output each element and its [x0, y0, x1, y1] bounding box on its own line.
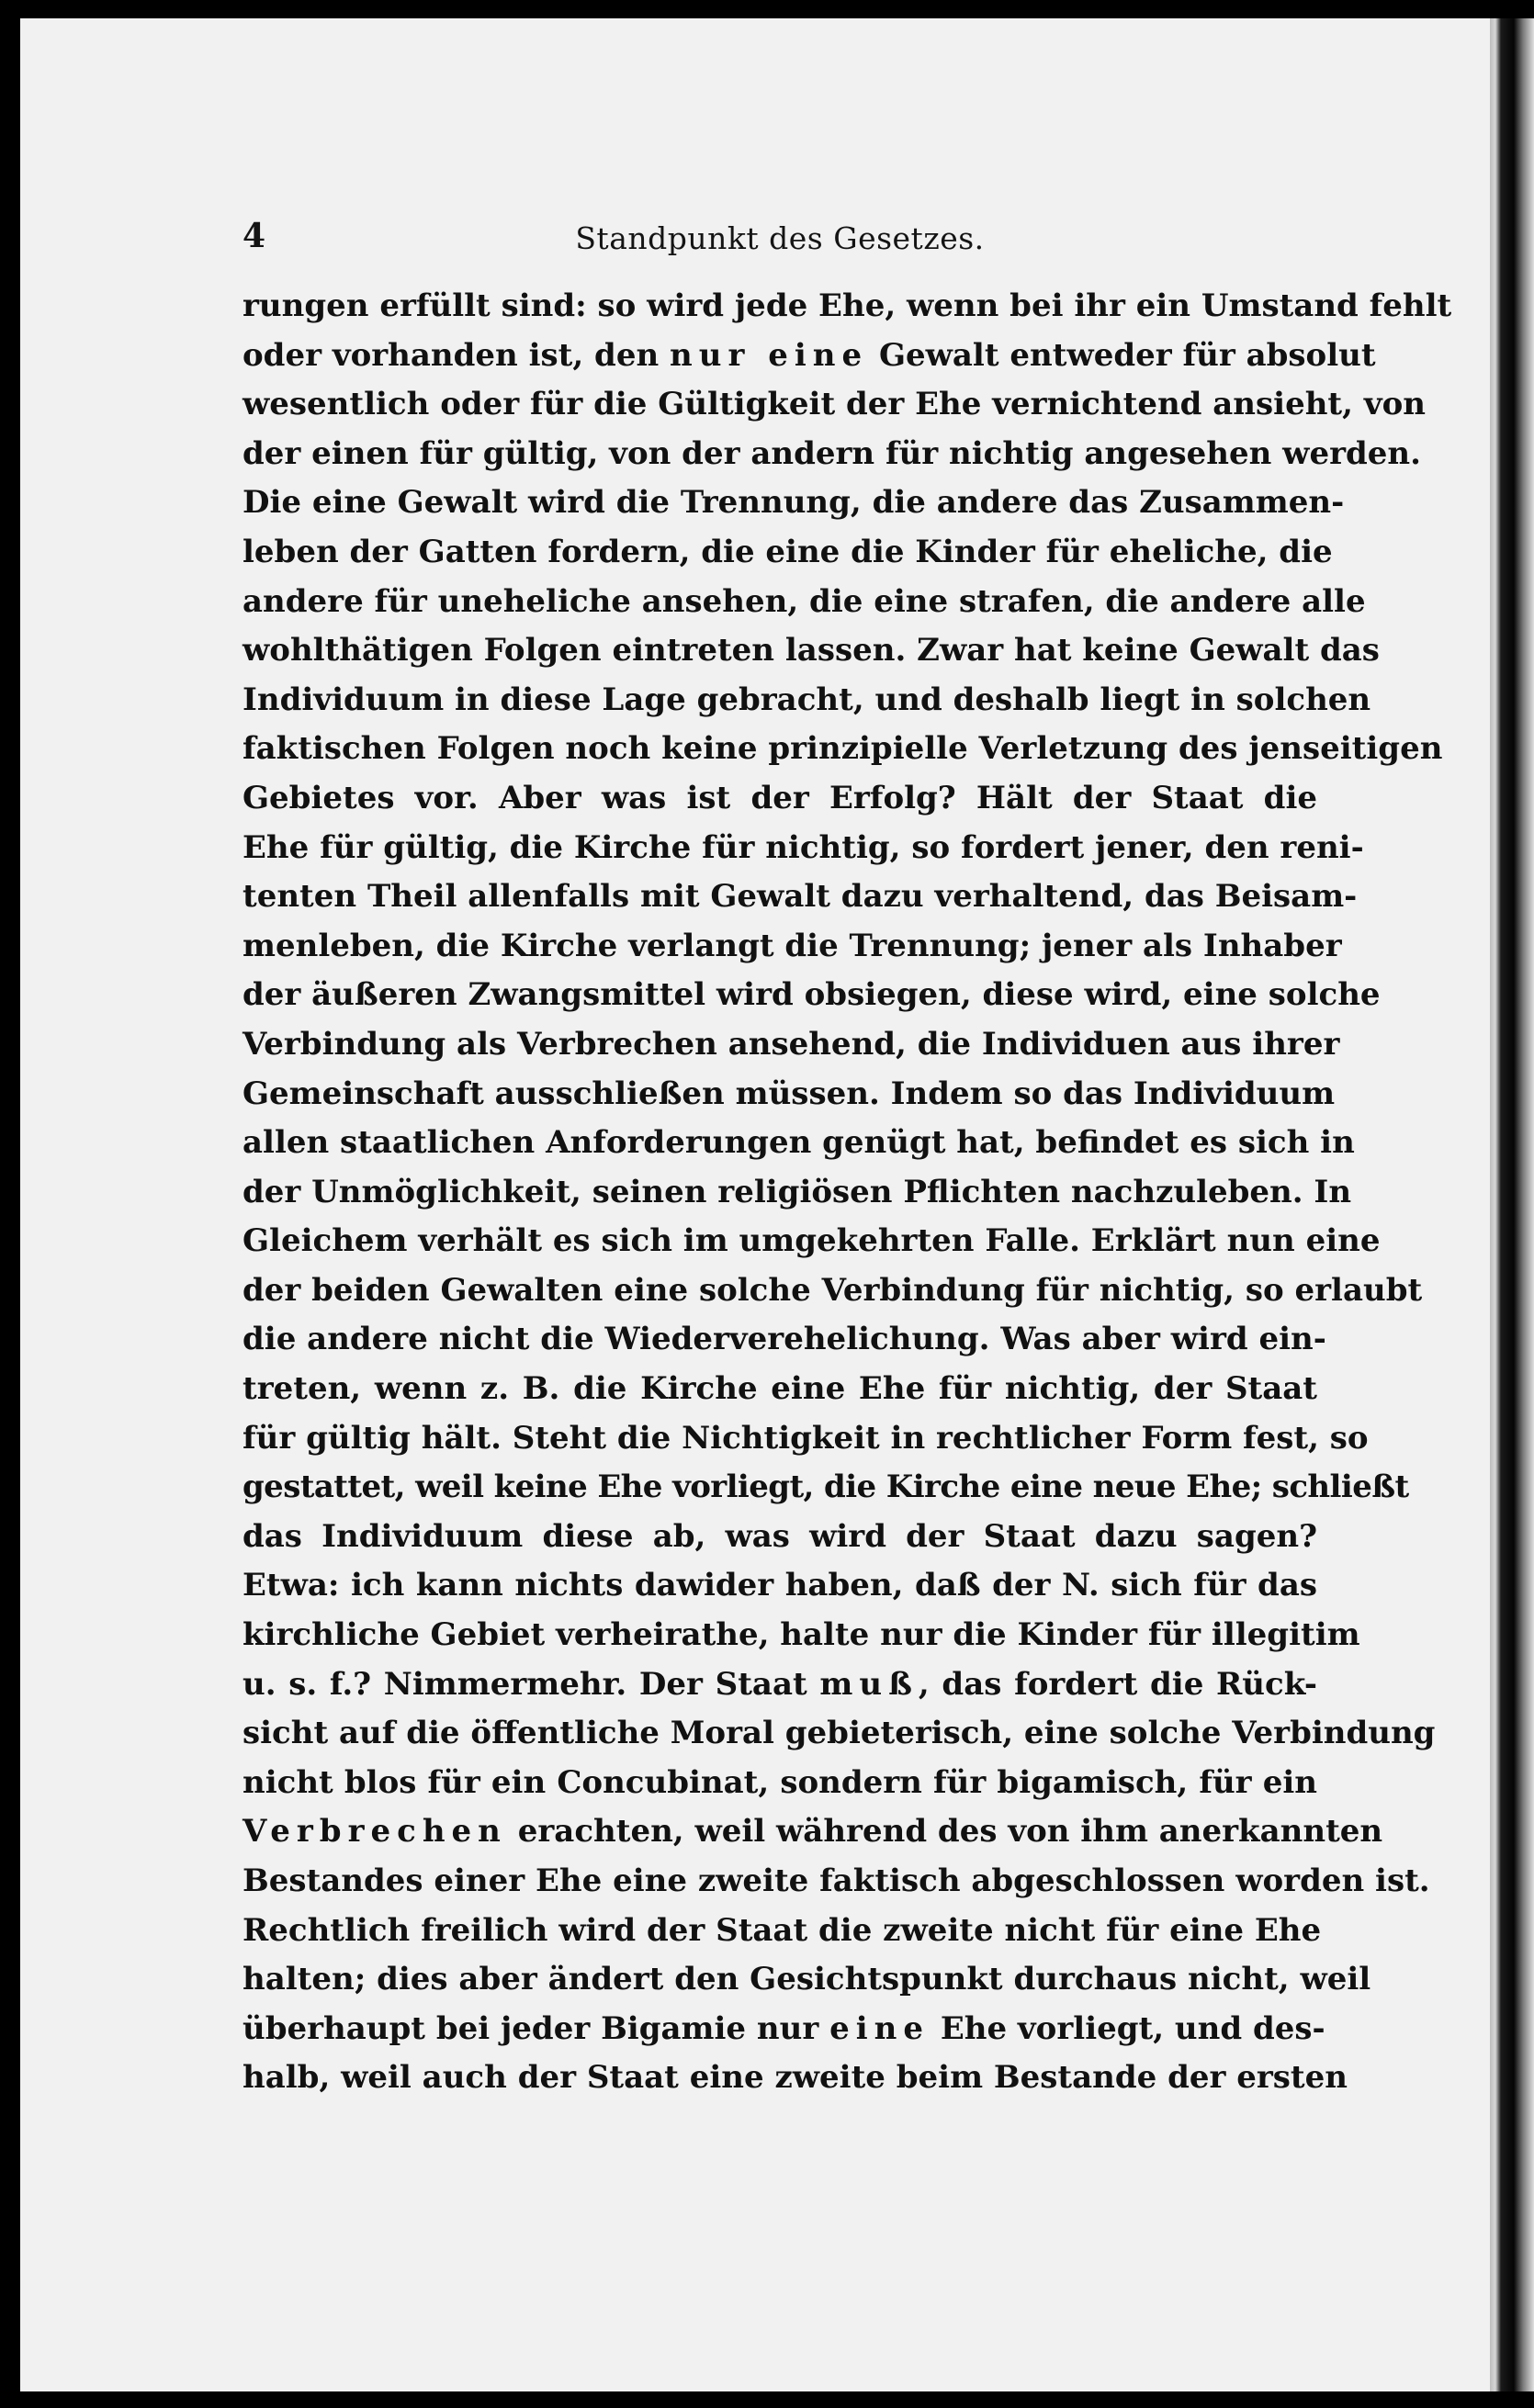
- text-segment: wesentlich oder für die Gültigkeit der Ehe vernichtend ansieht, von: [243, 386, 1426, 423]
- text-line: [243, 2005, 1325, 2054]
- text-line: [243, 676, 1371, 726]
- text-segment: Gemeinschaft ausschließen müssen. Indem so das Individuum: [243, 1075, 1336, 1112]
- text-segment: halten; dies aber ändert den Gesichtspunkt durchaus nicht, weil: [243, 1961, 1371, 1998]
- text-segment: nicht blos für ein Concubinat, sondern für bigamisch, für ein: [243, 1763, 1317, 1801]
- text-segment: tenten Theil allenfalls mit Gewalt dazu verhaltend, das Beisam-: [243, 878, 1358, 916]
- text-segment: wohlthätigen Folgen eintreten lassen. Zwar hat keine Gewalt das: [243, 632, 1380, 670]
- text-segment: gestattet, weil keine Ehe vorliegt, die Kirche eine neue Ehe; schließt: [243, 1468, 1409, 1506]
- text-line: [243, 1463, 1409, 1513]
- text-line: [243, 1759, 1317, 1808]
- text-line: [243, 1168, 1352, 1218]
- text-segment: , das fordert die Rück-: [918, 1665, 1317, 1703]
- text-segment: andere für uneheliche ansehen, die eine strafen, die andere alle: [243, 582, 1366, 620]
- text-segment: der äußeren Zwangsmittel wird obsiegen, diese wird, eine solche: [243, 976, 1381, 1014]
- text-line: [243, 1807, 1383, 1857]
- text-segment: Verbindung als Verbrechen ansehend, die Individuen aus ihrer: [243, 1025, 1340, 1063]
- text-segment: der einen für gültig, von der andern für nichtig angesehen werden.: [243, 434, 1421, 472]
- text-line: [243, 774, 1317, 824]
- text-segment: sicht auf die öffentliche Moral gebieterisch, eine solche Verbindung: [243, 1715, 1436, 1752]
- page-number: 4: [243, 217, 266, 255]
- text-line: [243, 1365, 1317, 1414]
- text-line: [243, 1561, 1317, 1611]
- text-segment: Bestandes einer Ehe eine zweite faktisch abgeschlossen worden ist.: [243, 1862, 1430, 1899]
- text-segment: allen staatlichen Anforderungen genügt hat, befindet es sich in: [243, 1124, 1355, 1162]
- text-line: [243, 1266, 1423, 1316]
- text-segment: u. s. f.? Nimmermehr. Der Staat: [243, 1665, 820, 1703]
- emphasized-text: eine: [829, 2009, 930, 2047]
- text-segment: Rechtlich freilich wird der Staat die zweite nicht für eine Ehe: [243, 1911, 1322, 1949]
- text-line: [243, 1857, 1430, 1907]
- text-segment: rungen erfüllt sind: so wird jede Ehe, wenn bei ihr ein Umstand fehlt: [243, 287, 1452, 324]
- text-segment: leben der Gatten fordern, die eine die Kinder für eheliche, die: [243, 533, 1333, 570]
- text-line: [243, 578, 1366, 627]
- book-spine-edge: [1490, 18, 1534, 2391]
- text-line: [243, 380, 1426, 430]
- text-segment: Individuum in diese Lage gebracht, und deshalb liegt in solchen: [243, 681, 1371, 718]
- text-line: [243, 922, 1342, 972]
- text-segment: faktischen Folgen noch keine prinzipielle Verletzung des jenseitigen: [243, 730, 1443, 768]
- text-line: [243, 872, 1358, 922]
- text-line: [243, 1611, 1360, 1660]
- text-segment: Gebietes vor. Aber was ist der Erfolg? Hält der Staat die: [243, 779, 1317, 816]
- page-header: [243, 211, 1317, 266]
- text-segment: halb, weil auch der Staat eine zweite beim Bestande der ersten: [243, 2059, 1348, 2097]
- text-segment: Gewalt entweder für absolut: [868, 336, 1376, 374]
- text-segment: der beiden Gewalten eine solche Verbindung für nichtig, so erlaubt: [243, 1271, 1423, 1309]
- emphasized-text: Verbrechen: [243, 1813, 507, 1851]
- text-segment: für gültig hält. Steht die Nichtigkeit in rechtlicher Form fest, so: [243, 1419, 1369, 1457]
- text-segment: menleben, die Kirche verlangt die Trennung; jener als Inhaber: [243, 927, 1342, 964]
- emphasized-text: muß: [819, 1665, 919, 1703]
- text-line: [243, 430, 1421, 479]
- text-line: [243, 1709, 1436, 1759]
- emphasized-text: nur eine: [670, 336, 869, 374]
- text-line: [243, 824, 1364, 873]
- text-line: [243, 478, 1345, 528]
- text-line: [243, 1119, 1355, 1168]
- text-segment: Gleichem verhält es sich im umgekehrten Falle. Erklärt nun eine: [243, 1222, 1381, 1260]
- text-segment: Ehe vorliegt, und des-: [929, 2009, 1325, 2047]
- text-segment: überhaupt bei jeder Bigamie nur: [243, 2009, 830, 2047]
- text-line: [243, 626, 1380, 676]
- text-segment: Die eine Gewalt wird die Trennung, die andere das Zusammen-: [243, 484, 1345, 522]
- text-segment: erachten, weil während des von ihm anerkannten: [506, 1813, 1383, 1851]
- text-line: [243, 332, 1376, 381]
- text-line: [243, 1907, 1322, 1956]
- text-line: [243, 1020, 1340, 1070]
- text-line: [243, 1955, 1371, 2005]
- text-line: [243, 1513, 1317, 1562]
- text-line: [243, 1660, 1317, 1710]
- text-segment: der Unmöglichkeit, seinen religiösen Pflichten nachzuleben. In: [243, 1173, 1352, 1210]
- text-segment: treten, wenn z. B. die Kirche eine Ehe für nichtig, der Staat: [243, 1370, 1317, 1408]
- text-line: [243, 725, 1443, 774]
- text-line: [243, 1315, 1326, 1365]
- text-line: [243, 971, 1381, 1020]
- body-text: [243, 282, 1452, 2103]
- text-line: [243, 282, 1452, 332]
- text-segment: Etwa: ich kann nichts dawider haben, daß der N. sich für das: [243, 1567, 1317, 1604]
- text-line: [243, 528, 1333, 578]
- text-line: [243, 1070, 1336, 1120]
- text-segment: Ehe für gültig, die Kirche für nichtig, so fordert jener, den reni-: [243, 828, 1364, 866]
- running-head: Standpunkt des Gesetzes.: [575, 220, 985, 256]
- text-segment: kirchliche Gebiet verheirathe, halte nur die Kinder für illegitim: [243, 1616, 1360, 1654]
- text-line: [243, 1414, 1369, 1464]
- text-segment: die andere nicht die Wiederverehelichung. Was aber wird ein-: [243, 1321, 1326, 1358]
- text-line: [243, 2054, 1348, 2103]
- text-segment: oder vorhanden ist, den: [243, 336, 671, 374]
- text-segment: das Individuum diese ab, was wird der Staat dazu sagen?: [243, 1517, 1317, 1555]
- text-line: [243, 1217, 1381, 1266]
